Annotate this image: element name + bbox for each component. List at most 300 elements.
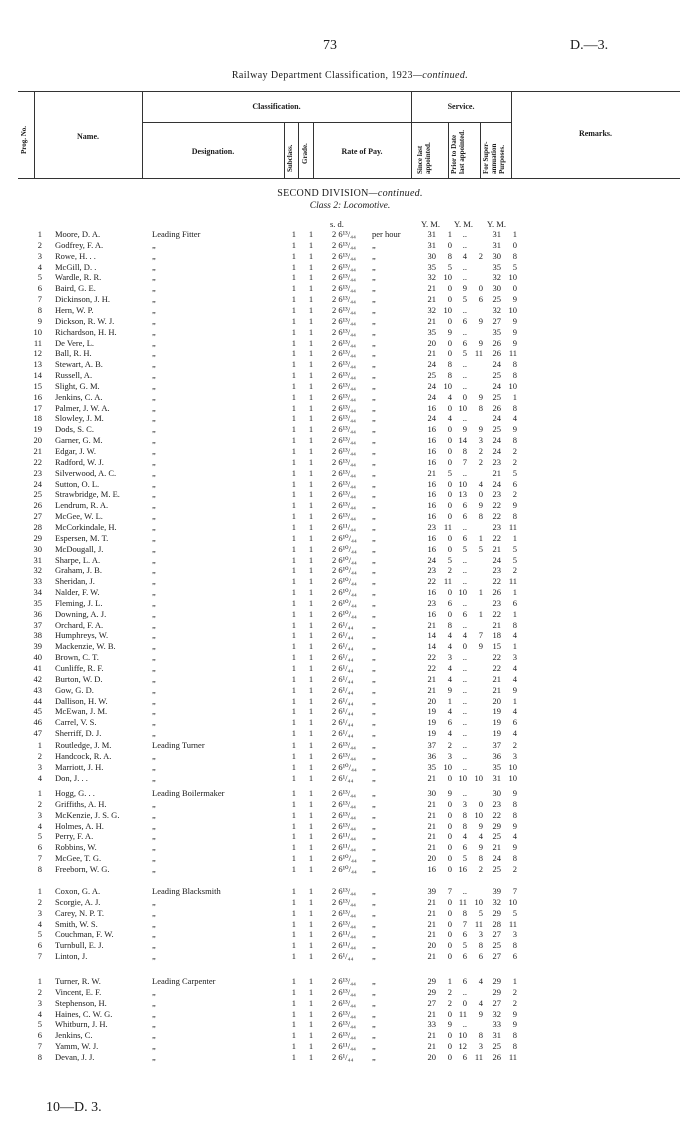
since-months-cell: 0 xyxy=(447,608,452,619)
since-months-cell: 3 xyxy=(447,750,452,761)
prog-no-cell: 3 xyxy=(37,761,42,772)
since-years-cell: 19 xyxy=(427,728,436,739)
subclass-cell: 1 xyxy=(291,511,296,522)
since-months-cell: 0 xyxy=(447,587,452,598)
super-months-cell: 8 xyxy=(512,511,517,522)
rate-cell: 2 6¹³/₄₄ xyxy=(332,402,357,413)
since-years-cell: 29 xyxy=(427,976,436,986)
subclass-cell: 1 xyxy=(291,272,296,283)
super-years-cell: 24 xyxy=(492,853,501,864)
rate-unit-cell: „ xyxy=(372,391,376,402)
subclass-cell: 1 xyxy=(291,896,296,907)
grade-cell: 1 xyxy=(308,315,314,326)
rate-cell: 2 6¹³/₄₄ xyxy=(332,446,357,456)
grade-cell: 1 xyxy=(308,337,314,348)
rate-cell: 2 6¹/₄₄ xyxy=(332,641,354,652)
since-months-cell: 0 xyxy=(447,1051,452,1062)
rate-unit-cell: per hour xyxy=(372,229,401,239)
designation-cell: „ xyxy=(152,391,156,402)
prior-header: Prior to Date last appointed. xyxy=(450,130,466,174)
super-years-cell: 19 xyxy=(492,706,501,717)
rate-unit-cell: „ xyxy=(372,986,376,997)
grade-cell: 1 xyxy=(308,1030,314,1041)
super-years-cell: 22 xyxy=(492,608,501,619)
super-months-cell: 1 xyxy=(512,608,517,619)
since-years-cell: 16 xyxy=(427,532,436,543)
name-cell: Russell, A. xyxy=(55,370,93,381)
super-years-cell: 25 xyxy=(492,294,501,305)
grade-cell: 1 xyxy=(308,380,314,391)
prog-no-cell: 43 xyxy=(33,684,42,695)
prog-no-cell: 16 xyxy=(33,391,42,402)
super-years-cell: 32 xyxy=(492,896,501,907)
rate-unit-cell: „ xyxy=(372,326,376,337)
rate-unit-cell: „ xyxy=(372,261,376,272)
name-cell: Strawbridge, M. E. xyxy=(55,489,120,500)
subclass-cell: 1 xyxy=(291,918,296,929)
since-months-cell: 0 xyxy=(447,532,452,543)
since-years-cell: 21 xyxy=(427,619,436,630)
designation-cell: „ xyxy=(152,250,156,261)
super-years-cell: 24 xyxy=(492,435,501,446)
designation-cell: „ xyxy=(152,673,156,684)
since-years-cell: 20 xyxy=(427,1051,436,1062)
prior-years-cell: 6 xyxy=(462,976,467,986)
subclass-cell: 1 xyxy=(291,337,296,348)
prog-no-cell: 30 xyxy=(33,543,42,554)
subclass-cell: 1 xyxy=(291,663,296,673)
since-years-cell: 21 xyxy=(427,348,436,359)
designation-cell: „ xyxy=(152,511,156,522)
since-months-cell: 0 xyxy=(447,1008,452,1019)
since-years-cell: 37 xyxy=(427,740,436,750)
name-cell: Turnbull, E. J. xyxy=(55,940,104,951)
rate-unit-cell: „ xyxy=(372,1030,376,1041)
rate-cell: 2 6¹/₄₄ xyxy=(332,706,354,717)
since-months-cell: 9 xyxy=(447,788,452,798)
name-cell: Mackenzie, W. B. xyxy=(55,641,116,652)
since-years-cell: 39 xyxy=(427,886,436,896)
since-months-cell: 4 xyxy=(447,663,452,673)
rate-unit-cell: „ xyxy=(372,608,376,619)
prior-years-cell: .. xyxy=(462,886,467,896)
super-years-cell: 30 xyxy=(492,250,501,261)
grade-cell: 1 xyxy=(308,554,314,565)
since-years-cell: 21 xyxy=(427,772,436,783)
prior-years-cell: 9 xyxy=(462,283,467,294)
prior-years-cell: .. xyxy=(462,261,467,272)
since-months-cell: 0 xyxy=(447,951,452,962)
prog-no-cell: 47 xyxy=(33,728,42,739)
subclass-cell: 1 xyxy=(291,740,296,750)
designation-cell: „ xyxy=(152,283,156,294)
rate-cell: 2 6¹³/₄₄ xyxy=(332,750,357,761)
rate-cell: 2 6¹⁰/₄₄ xyxy=(332,576,357,587)
prior-years-cell: 10 xyxy=(458,478,467,489)
name-cell: Sheridan, J. xyxy=(55,576,95,587)
prior-months-cell: 9 xyxy=(478,500,483,511)
since-years-cell: 32 xyxy=(427,304,436,315)
subclass-cell: 1 xyxy=(291,951,296,962)
super-months-cell: 11 xyxy=(508,576,517,587)
subclass-cell: 1 xyxy=(291,630,296,641)
grade-cell: 1 xyxy=(308,997,314,1008)
since-years-cell: 16 xyxy=(427,489,436,500)
super-months-cell: 4 xyxy=(512,706,517,717)
prior-years-cell: 13 xyxy=(458,489,467,500)
since-years-cell: 21 xyxy=(427,809,436,820)
name-cell: Brown, C. T. xyxy=(55,652,99,663)
grade-cell: 1 xyxy=(308,576,314,587)
super-months-cell: 8 xyxy=(512,809,517,820)
since-years-cell: 24 xyxy=(427,413,436,424)
prior-months-cell: 10 xyxy=(474,772,483,783)
since-months-cell: 4 xyxy=(447,641,452,652)
table-row xyxy=(0,663,700,673)
rate-unit-cell: „ xyxy=(372,1051,376,1062)
table-row xyxy=(0,853,700,863)
super-years-cell: 26 xyxy=(492,337,501,348)
rate-unit-cell: „ xyxy=(372,684,376,695)
rate-unit-cell: „ xyxy=(372,380,376,391)
prog-no-cell: 39 xyxy=(33,641,42,652)
super-years-cell: 24 xyxy=(492,478,501,489)
table-row xyxy=(0,413,700,423)
subclass-cell: 1 xyxy=(291,500,296,511)
units-ym-super: Y. M. xyxy=(487,219,506,229)
prior-years-cell: .. xyxy=(462,673,467,684)
prior-years-cell: .. xyxy=(462,663,467,673)
rate-cell: 2 6¹¹/₄₄ xyxy=(332,521,357,532)
prior-months-cell: 2 xyxy=(478,863,483,874)
subclass-cell: 1 xyxy=(291,706,296,717)
subclass-cell: 1 xyxy=(291,940,296,951)
grade-header: Grade. xyxy=(301,143,309,164)
subclass-cell: 1 xyxy=(291,1051,296,1062)
rate-unit-cell: „ xyxy=(372,348,376,359)
subclass-cell: 1 xyxy=(291,348,296,359)
table-row xyxy=(0,951,700,961)
since-months-cell: 0 xyxy=(447,315,452,326)
super-months-cell: 8 xyxy=(512,940,517,951)
designation-cell: „ xyxy=(152,663,156,673)
super-years-cell: 39 xyxy=(492,886,501,896)
prior-months-cell: 9 xyxy=(478,820,483,831)
table-row xyxy=(0,821,700,831)
grade-cell: 1 xyxy=(308,500,314,511)
grade-cell: 1 xyxy=(308,348,314,359)
since-months-cell: 5 xyxy=(447,554,452,565)
rate-cell: 2 6¹¹/₄₄ xyxy=(332,831,357,842)
prior-years-cell: 0 xyxy=(462,997,467,1008)
rate-unit-cell: „ xyxy=(372,554,376,565)
prog-no-cell: 5 xyxy=(37,929,42,940)
subclass-cell: 1 xyxy=(291,467,296,478)
super-months-cell: 6 xyxy=(512,717,517,728)
designation-cell: „ xyxy=(152,706,156,717)
prior-months-cell: 3 xyxy=(478,435,483,446)
prog-no-cell: 45 xyxy=(33,706,42,717)
since-years-cell: 14 xyxy=(427,641,436,652)
rate-cell: 2 6¹¹/₄₄ xyxy=(332,1041,357,1052)
super-years-cell: 33 xyxy=(492,1019,501,1030)
designation-cell: Leading Boilermaker xyxy=(152,788,225,798)
subclass-cell: 1 xyxy=(291,820,296,831)
designation-cell: „ xyxy=(152,641,156,652)
table-row xyxy=(0,987,700,997)
prog-no-cell: 7 xyxy=(37,1041,42,1052)
prior-years-cell: .. xyxy=(462,521,467,532)
grade-cell: 1 xyxy=(308,250,314,261)
prog-no-cell: 28 xyxy=(33,521,42,532)
subclass-cell: 1 xyxy=(291,576,296,587)
since-months-cell: 2 xyxy=(447,565,452,576)
prior-years-cell: 6 xyxy=(462,500,467,511)
rate-unit-cell: „ xyxy=(372,918,376,929)
subclass-cell: 1 xyxy=(291,863,296,874)
rate-cell: 2 6¹³/₄₄ xyxy=(332,997,357,1008)
designation-cell: „ xyxy=(152,456,156,467)
designation-cell: „ xyxy=(152,272,156,283)
since-years-cell: 16 xyxy=(427,402,436,413)
name-cell: Griffiths, A. H. xyxy=(55,798,107,809)
table-row xyxy=(0,403,700,413)
subclass-cell: 1 xyxy=(291,929,296,940)
since-months-cell: 0 xyxy=(447,896,452,907)
table-row xyxy=(0,940,700,950)
rate-cell: 2 6¹/₄₄ xyxy=(332,630,354,641)
rate-cell: 2 6¹³/₄₄ xyxy=(332,294,357,305)
designation-cell: „ xyxy=(152,997,156,1008)
super-months-cell: 8 xyxy=(512,1030,517,1041)
prior-months-cell: 2 xyxy=(478,456,483,467)
grade-cell: 1 xyxy=(308,435,314,446)
super-months-cell: 5 xyxy=(512,543,517,554)
grade-cell: 1 xyxy=(308,798,314,809)
table-row xyxy=(0,229,700,239)
grade-cell: 1 xyxy=(308,918,314,929)
name-cell: Nalder, F. W. xyxy=(55,587,100,598)
prior-months-cell: 6 xyxy=(478,951,483,962)
prior-years-cell: 6 xyxy=(462,532,467,543)
table-row xyxy=(0,762,700,772)
since-years-cell: 24 xyxy=(427,380,436,391)
subclass-cell: 1 xyxy=(291,587,296,598)
rate-cell: 2 6¹³/₄₄ xyxy=(332,798,357,809)
since-months-cell: 5 xyxy=(447,467,452,478)
subclass-cell: 1 xyxy=(291,250,296,261)
rate-unit-cell: „ xyxy=(372,283,376,294)
table-row xyxy=(0,842,700,852)
name-cell: Vincent, E. F. xyxy=(55,986,102,997)
rate-cell: 2 6¹/₄₄ xyxy=(332,684,354,695)
name-cell: Humphreys, W. xyxy=(55,630,109,641)
super-years-cell: 24 xyxy=(492,554,501,565)
designation-cell: „ xyxy=(152,543,156,554)
since-months-cell: 1 xyxy=(447,976,452,986)
table-row xyxy=(0,555,700,565)
rate-cell: 2 6¹⁰/₄₄ xyxy=(332,853,357,864)
super-years-cell: 21 xyxy=(492,619,501,630)
super-months-cell: 2 xyxy=(512,740,517,750)
prior-years-cell: 12 xyxy=(458,1041,467,1052)
super-years-cell: 27 xyxy=(492,951,501,962)
prog-no-cell: 23 xyxy=(33,467,42,478)
designation-cell: „ xyxy=(152,896,156,907)
super-years-cell: 21 xyxy=(492,467,501,478)
designation-cell: „ xyxy=(152,809,156,820)
since-months-cell: 0 xyxy=(447,543,452,554)
table-row xyxy=(0,788,700,798)
since-years-cell: 21 xyxy=(427,294,436,305)
designation-cell: „ xyxy=(152,467,156,478)
name-cell: Linton, J. xyxy=(55,951,88,962)
prior-years-cell: 9 xyxy=(462,424,467,435)
prog-no-cell: 3 xyxy=(37,997,42,1008)
prog-no-cell: 15 xyxy=(33,380,42,391)
prior-years-cell: 7 xyxy=(462,456,467,467)
rate-unit-cell: „ xyxy=(372,315,376,326)
table-row xyxy=(0,696,700,706)
table-row xyxy=(0,886,700,896)
designation-cell: „ xyxy=(152,619,156,630)
rate-unit-cell: „ xyxy=(372,467,376,478)
grade-cell: 1 xyxy=(308,750,314,761)
designation-cell: „ xyxy=(152,1008,156,1019)
prog-no-cell: 4 xyxy=(37,820,42,831)
super-months-cell: 11 xyxy=(508,1051,517,1062)
since-months-cell: 6 xyxy=(447,597,452,608)
since-months-cell: 0 xyxy=(447,402,452,413)
prog-no-cell: 11 xyxy=(33,337,42,348)
rate-unit-cell: „ xyxy=(372,597,376,608)
classification-header: Classification. xyxy=(252,102,301,111)
prog-no-cell: 10 xyxy=(33,326,42,337)
prog-no-cell: 21 xyxy=(33,446,42,456)
super-years-cell: 22 xyxy=(492,809,501,820)
rate-unit-cell: „ xyxy=(372,853,376,864)
prior-years-cell: .. xyxy=(462,695,467,706)
rate-cell: 2 6¹³/₄₄ xyxy=(332,261,357,272)
prog-no-cell: 36 xyxy=(33,608,42,619)
prior-years-cell: 6 xyxy=(462,337,467,348)
since-years-cell: 21 xyxy=(427,929,436,940)
since-months-cell: 0 xyxy=(447,1041,452,1052)
prog-no-cell: 2 xyxy=(37,798,42,809)
designation-cell: „ xyxy=(152,304,156,315)
prior-years-cell: .. xyxy=(462,554,467,565)
prog-no-cell: 6 xyxy=(37,283,42,294)
rate-unit-cell: „ xyxy=(372,630,376,641)
rate-cell: 2 6¹³/₄₄ xyxy=(332,337,357,348)
prog-no-cell: 24 xyxy=(33,478,42,489)
prior-years-cell: 6 xyxy=(462,511,467,522)
subclass-cell: 1 xyxy=(291,976,296,986)
super-months-cell: 5 xyxy=(512,554,517,565)
name-cell: McGee, W. L. xyxy=(55,511,103,522)
since-months-cell: 0 xyxy=(447,772,452,783)
rate-cell: 2 6¹⁰/₄₄ xyxy=(332,532,357,543)
since-years-cell: 21 xyxy=(427,798,436,809)
prog-no-cell: 22 xyxy=(33,456,42,467)
grade-cell: 1 xyxy=(308,630,314,641)
grade-cell: 1 xyxy=(308,1008,314,1019)
prior-months-cell: 3 xyxy=(478,929,483,940)
table-row xyxy=(0,294,700,304)
prog-no-cell: 2 xyxy=(37,896,42,907)
super-years-cell: 25 xyxy=(492,370,501,381)
prior-months-cell: 4 xyxy=(478,831,483,842)
rate-cell: 2 6¹/₄₄ xyxy=(332,619,354,630)
super-months-cell: 10 xyxy=(508,896,517,907)
name-cell: Freeborn, W. G. xyxy=(55,863,110,874)
subclass-cell: 1 xyxy=(291,478,296,489)
name-cell: McEwan, J. M. xyxy=(55,706,108,717)
prior-years-cell: .. xyxy=(462,467,467,478)
name-cell: Rowe, H. . . xyxy=(55,250,96,261)
prog-no-cell: 42 xyxy=(33,673,42,684)
rate-cell: 2 6¹/₄₄ xyxy=(332,1051,354,1062)
prog-no-cell: 4 xyxy=(37,772,42,783)
super-months-cell: 1 xyxy=(512,587,517,598)
rate-cell: 2 6¹³/₄₄ xyxy=(332,740,357,750)
designation-cell: „ xyxy=(152,337,156,348)
title-continued: —continued. xyxy=(412,70,469,81)
page-footer: 10—D. 3. xyxy=(46,1100,102,1115)
since-months-cell: 9 xyxy=(447,684,452,695)
rate-unit-cell: „ xyxy=(372,717,376,728)
rate-cell: 2 6¹³/₄₄ xyxy=(332,478,357,489)
grade-cell: 1 xyxy=(308,456,314,467)
rate-cell: 2 6¹⁰/₄₄ xyxy=(332,597,357,608)
prog-no-cell: 44 xyxy=(33,695,42,706)
prior-months-cell: 9 xyxy=(478,424,483,435)
name-cell: Radford, W. J. xyxy=(55,456,104,467)
since-months-cell: 0 xyxy=(447,1030,452,1041)
since-months-cell: 1 xyxy=(447,229,452,239)
rate-unit-cell: „ xyxy=(372,1008,376,1019)
prior-months-cell: 8 xyxy=(478,940,483,951)
rate-unit-cell: „ xyxy=(372,706,376,717)
since-years-cell: 16 xyxy=(427,424,436,435)
rate-unit-cell: „ xyxy=(372,489,376,500)
designation-cell: „ xyxy=(152,315,156,326)
subclass-cell: 1 xyxy=(291,772,296,783)
since-years-cell: 31 xyxy=(427,229,436,239)
designation-cell: „ xyxy=(152,597,156,608)
name-cell: Haines, C. W. G. xyxy=(55,1008,113,1019)
designation-cell: „ xyxy=(152,1051,156,1062)
prior-years-cell: 5 xyxy=(462,940,467,951)
since-months-cell: 10 xyxy=(443,304,452,315)
super-years-cell: 22 xyxy=(492,652,501,663)
designation-cell: Leading Blacksmith xyxy=(152,886,221,896)
table-row xyxy=(0,435,700,445)
table-row xyxy=(0,479,700,489)
superannuation-header: For Super-annuation Purposes. xyxy=(482,141,506,174)
name-cell: Routledge, J. M. xyxy=(55,740,112,750)
since-years-cell: 21 xyxy=(427,820,436,831)
prior-years-cell: 8 xyxy=(462,809,467,820)
designation-cell: „ xyxy=(152,728,156,739)
subclass-cell: 1 xyxy=(291,886,296,896)
rate-unit-cell: „ xyxy=(372,1041,376,1052)
designation-cell: „ xyxy=(152,500,156,511)
since-months-cell: 1 xyxy=(447,695,452,706)
super-years-cell: 23 xyxy=(492,565,501,576)
grade-cell: 1 xyxy=(308,272,314,283)
prior-months-cell: 2 xyxy=(478,250,483,261)
